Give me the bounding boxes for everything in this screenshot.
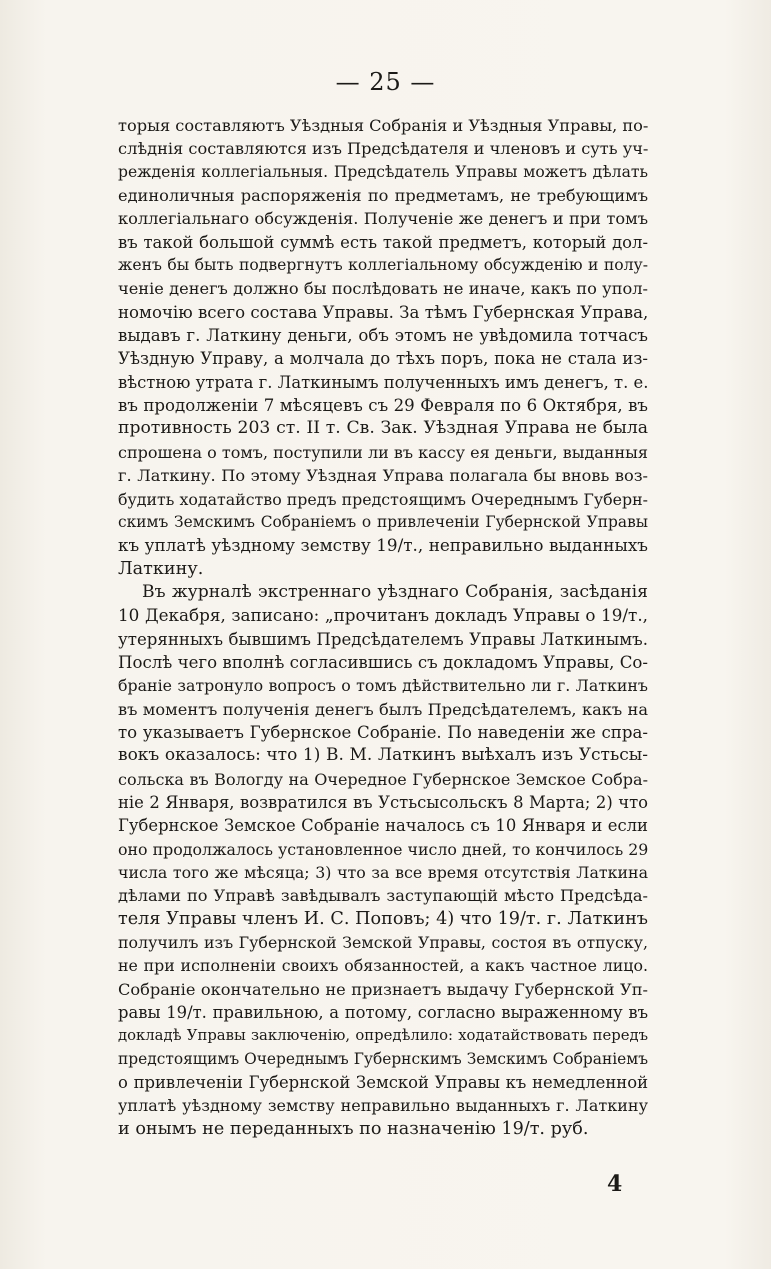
text-line: Послѣ чего вполнѣ согласившись съ докладомъ Управы, Со- bbox=[118, 652, 648, 672]
text-line: единоличныя распоряженія по предметамъ, не требующимъ bbox=[118, 186, 648, 206]
signature-mark: 4 bbox=[607, 1171, 623, 1197]
body-text bbox=[118, 114, 648, 1141]
text-line: сольска въ Вологду на Очередное Губернское Земское Собра- bbox=[118, 769, 648, 789]
text-line: о привлеченіи Губернской Земской Управы къ немедленной bbox=[118, 1073, 648, 1093]
text-line: слѣднія составляются изъ Предсѣдателя и членовъ и суть уч- bbox=[118, 139, 649, 159]
text-line: въ такой большой суммѣ есть такой предметъ, который дол- bbox=[118, 232, 648, 252]
text-line: ченіе денегъ должно бы послѣдовать не иначе, какъ по упол- bbox=[118, 279, 648, 299]
text-line: будить ходатайство предъ предстоящимъ Очереднымъ Губерн- bbox=[118, 489, 648, 509]
text-line: Въ журналѣ экстреннаго уѣзднаго Собранія, засѣданія bbox=[142, 581, 648, 602]
text-line: коллегіальнаго обсужденія. Полученіе же денегъ и при томъ bbox=[118, 209, 648, 229]
text-line: оно продолжалось установленное число дней, то кончилось 29 bbox=[118, 839, 649, 859]
text-line: равы 19/т. правильною, а потому, согласно выраженному въ bbox=[118, 1003, 648, 1023]
page-number-header: — 25 — bbox=[335, 68, 436, 96]
text-line: женъ бы быть подвергнутъ коллегіальному обсужденію и полу- bbox=[118, 256, 648, 275]
text-line: и онымъ не переданныхъ по назначенію 19/т. руб. bbox=[118, 1118, 589, 1139]
text-line: Уѣздную Управу, а молчала до тѣхъ поръ, пока не стала из- bbox=[118, 349, 648, 369]
text-line: получилъ изъ Губернской Земской Управы, состоя въ отпуску, bbox=[118, 933, 648, 953]
text-line: Собраніе окончательно не признаетъ выдачу Губернской Уп- bbox=[118, 979, 648, 999]
text-line: спрошена о томъ, поступили ли въ кассу ея деньги, выданныя bbox=[118, 442, 648, 462]
text-line: выдавъ г. Латкину деньги, объ этомъ не увѣдомила тотчасъ bbox=[118, 326, 648, 346]
text-line: вѣстною утрата г. Латкинымъ полученныхъ имъ денегъ, т. е. bbox=[118, 372, 649, 392]
text-line: ніе 2 Января, возвратился въ Устьсысольскъ 8 Марта; 2) что bbox=[118, 792, 648, 812]
text-line: г. Латкину. По этому Уѣздная Управа полагала бы вновь воз- bbox=[118, 466, 648, 486]
text-line: режденія коллегіальныя. Предсѣдатель Управы можетъ дѣлать bbox=[118, 162, 648, 181]
text-line: 10 Декабря, записано: „прочитанъ докладъ Управы о 19/т., bbox=[118, 605, 648, 626]
text-line: не при исполненіи своихъ обязанностей, а какъ частное лицо. bbox=[118, 956, 648, 976]
text-line: въ моментъ полученія денегъ былъ Предсѣдателемъ, какъ на bbox=[118, 699, 648, 719]
text-line: къ уплатѣ уѣздному земству 19/т., неправильно выданныхъ bbox=[118, 535, 648, 556]
text-line: дѣлами по Управѣ завѣдывалъ заступающій мѣсто Предсѣда- bbox=[118, 886, 648, 906]
text-line: то указываетъ Губернское Собраніе. По наведеніи же спра- bbox=[118, 722, 648, 742]
text-line: предстоящимъ Очереднымъ Губернскимъ Земскимъ Собраніемъ bbox=[118, 1049, 648, 1068]
text-line: противность 203 ст. II т. Св. Зак. Уѣздная Управа не была bbox=[118, 418, 648, 439]
text-line: въ продолженіи 7 мѣсяцевъ съ 29 Февраля по 6 Октября, въ bbox=[118, 396, 648, 416]
text-line: Латкину. bbox=[118, 558, 204, 579]
text-line: числа того же мѣсяца; 3) что за все время отсутствія Латкина bbox=[118, 863, 648, 882]
text-line: утерянныхъ бывшимъ Предсѣдателемъ Управы Латкинымъ. bbox=[118, 629, 648, 649]
text-line: номочію всего состава Управы. За тѣмъ Губернская Управа, bbox=[118, 302, 649, 322]
text-line: докладѣ Управы заключенію, опредѣлило: ходатайствовать передъ bbox=[118, 1027, 648, 1045]
text-line: браніе затронуло вопросъ о томъ дѣйствительно ли г. Латкинъ bbox=[118, 676, 648, 696]
text-line: Губернское Земское Собраніе началось съ 10 Января и если bbox=[118, 816, 648, 836]
text-line: скимъ Земскимъ Собраніемъ о привлеченіи Губернской Управы bbox=[118, 512, 648, 531]
text-line: теля Управы членъ И. С. Поповъ; 4) что 19/т. г. Латкинъ bbox=[118, 908, 648, 929]
text-line: вокъ оказалось: что 1) В. М. Латкинъ выѣхалъ изъ Устьсы- bbox=[118, 745, 648, 766]
text-line: торыя составляютъ Уѣздныя Собранія и Уѣздныя Управы, по- bbox=[118, 116, 649, 135]
text-line: уплатѣ уѣздному земству неправильно выданныхъ г. Латкину bbox=[118, 1096, 648, 1116]
